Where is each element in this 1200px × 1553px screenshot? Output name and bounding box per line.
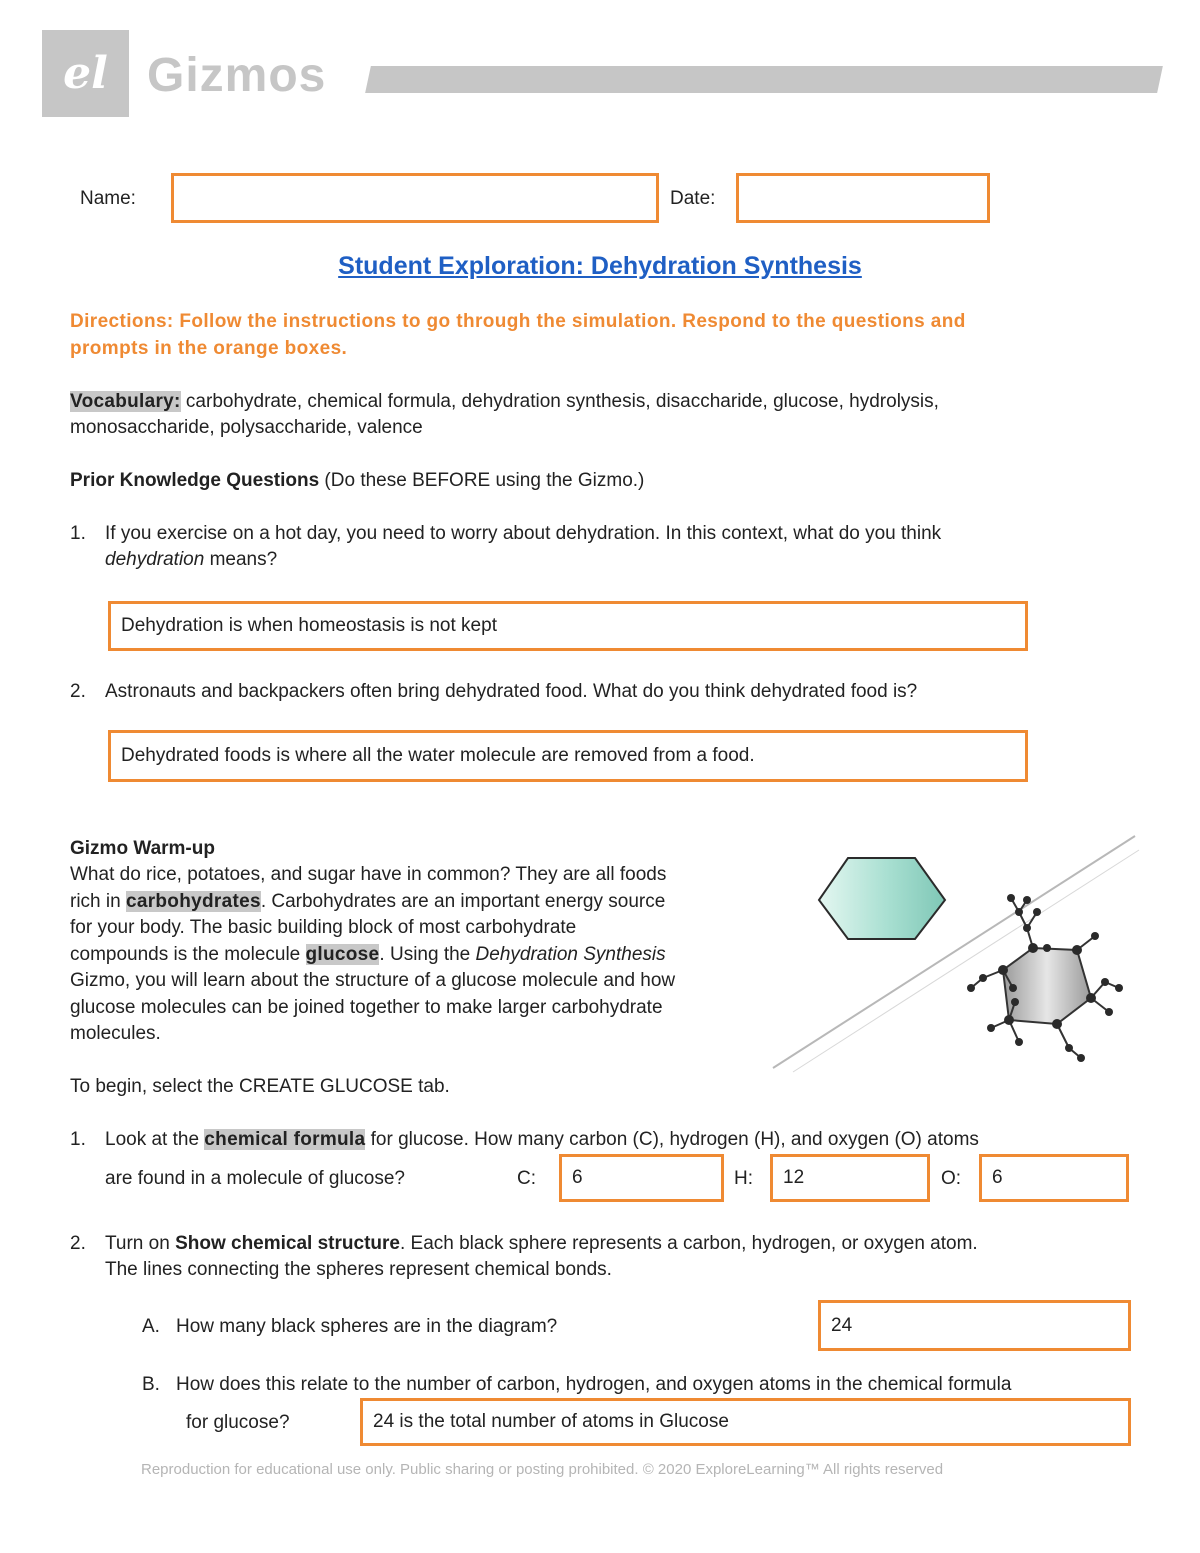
directions-line-1: Directions: Follow the instructions to go through the simulation. Respond to the questions and: [70, 311, 966, 332]
glucose-structure-icon: [967, 894, 1123, 1062]
term-chemical-formula: chemical formula: [204, 1129, 366, 1150]
part-b-answer: 24 is the total number of atoms in Glucose: [373, 1411, 729, 1432]
logo-mark-text: el: [63, 48, 108, 99]
part-a-label: A.: [142, 1316, 160, 1337]
vocabulary-line-2: monosaccharide, polysaccharide, valence: [70, 417, 423, 438]
structure-q-toggle-name: Show chemical structure: [175, 1233, 400, 1254]
warmup-line-7: molecules.: [70, 1023, 161, 1044]
structure-q-line-1: [105, 1231, 978, 1257]
warmup-line-3: for your body. The basic building block of most carbohydrate: [70, 917, 577, 938]
prior-q2-text: Astronauts and backpackers often bring dehydrated food. What do you think dehydrated food is?: [105, 681, 918, 702]
page-title-row: [0, 252, 1200, 281]
warmup-line-4: [70, 942, 666, 968]
oxygen-count: 6: [992, 1167, 1003, 1188]
prior-heading-row: [70, 468, 644, 494]
oxygen-count-field[interactable]: [979, 1154, 1129, 1202]
vocabulary-line-1: [70, 389, 939, 415]
warmup-begin: To begin, select the CREATE GLUCOSE tab.: [70, 1076, 450, 1097]
formula-q-line-1: [105, 1127, 979, 1153]
warmup-line-2a: rich in: [70, 891, 126, 912]
prior-heading: Prior Knowledge Questions: [70, 470, 320, 491]
structure-q-line-2: The lines connecting the spheres represent chemical bonds.: [105, 1259, 612, 1280]
hydrogen-count: 12: [783, 1167, 805, 1188]
prior-q2-answer: Dehydrated foods is where all the water molecule are removed from a food.: [121, 745, 755, 766]
prior-q2-number: 2.: [70, 681, 86, 702]
date-field[interactable]: [736, 173, 990, 223]
prior-q1-answer: Dehydration is when homeostasis is not kept: [121, 615, 497, 636]
structure-q-line-1c: . Each black sphere represents a carbon, hydrogen, or oxygen atom.: [399, 1233, 978, 1254]
term-glucose: glucose: [305, 944, 380, 965]
formula-q-number: 1.: [70, 1129, 86, 1150]
part-b-text-2: for glucose?: [186, 1412, 290, 1433]
hydrogen-count-field[interactable]: [770, 1154, 930, 1202]
glucose-hexagon-icon: [819, 858, 945, 939]
formula-q-line-2: are found in a molecule of glucose?: [105, 1168, 405, 1189]
name-label: Name:: [80, 188, 136, 209]
warmup-line-2b: . Carbohydrates are an important energy source: [260, 891, 666, 912]
prior-q1-answer-box[interactable]: [108, 601, 1028, 651]
prior-q1-line-2-rest: means?: [204, 549, 278, 570]
footer-copyright: Reproduction for educational use only. Public sharing or posting prohibited. © 2020 ExploreLearning™ All rights reserved: [141, 1461, 944, 1478]
prior-q1-line-2: [105, 547, 277, 573]
part-a-text: How many black spheres are in the diagram?: [176, 1316, 558, 1337]
formula-q-line-1b: for glucose. How many carbon (C), hydrogen (H), and oxygen (O) atoms: [365, 1129, 979, 1150]
prior-q1-line-1: If you exercise on a hot day, you need to worry about dehydration. In this context, what do you think: [105, 523, 942, 544]
header-bar: [365, 66, 1163, 93]
brand-name: Gizmos: [147, 49, 327, 102]
part-b-label: B.: [142, 1374, 160, 1395]
carbon-count-field[interactable]: [559, 1154, 724, 1202]
part-a-answer: 24: [831, 1314, 853, 1336]
warmup-heading: Gizmo Warm-up: [70, 838, 215, 859]
warmup-line-1: What do rice, potatoes, and sugar have in common? They are all foods: [70, 864, 667, 885]
warmup-line-2: [70, 889, 665, 915]
name-field[interactable]: [171, 173, 659, 223]
oxygen-label: O:: [941, 1168, 962, 1189]
logo-mark: [42, 30, 129, 117]
structure-q-number: 2.: [70, 1233, 86, 1254]
date-label: Date:: [670, 188, 716, 209]
structure-q-line-1a: Turn on: [105, 1233, 176, 1254]
warmup-line-4b: . Using the: [379, 944, 476, 965]
page-title: Student Exploration: Dehydration Synthesis: [338, 252, 862, 280]
warmup-gizmo-name: Dehydration Synthesis: [475, 944, 666, 965]
carbon-count: 6: [572, 1167, 583, 1188]
prior-q1-number: 1.: [70, 523, 86, 544]
part-b-answer-box[interactable]: [360, 1398, 1131, 1446]
directions-line-2: prompts in the orange boxes.: [70, 338, 348, 359]
glucose-illustration: [765, 828, 1145, 1078]
carbon-label: C:: [517, 1168, 536, 1189]
prior-heading-note: (Do these BEFORE using the Gizmo.): [319, 470, 645, 491]
warmup-line-6: glucose molecules can be joined together to make larger carbohydrate: [70, 997, 663, 1018]
warmup-line-5: Gizmo, you will learn about the structure of a glucose molecule and how: [70, 970, 676, 991]
warmup-line-4a: compounds is the molecule: [70, 944, 306, 965]
vocabulary-terms-1: carbohydrate, chemical formula, dehydration synthesis, disaccharide, glucose, hydrolysis,: [180, 391, 939, 412]
hydrogen-label: H:: [734, 1168, 753, 1189]
term-carbohydrates: carbohydrates: [125, 891, 261, 912]
part-b-text-1: How does this relate to the number of carbon, hydrogen, and oxygen atoms in the chemical formula: [176, 1374, 1012, 1395]
prior-q2-answer-box[interactable]: [108, 730, 1028, 782]
part-a-answer-box[interactable]: [818, 1300, 1131, 1351]
formula-q-line-1a: Look at the: [105, 1129, 205, 1150]
vocabulary-label: Vocabulary:: [70, 391, 181, 412]
prior-q1-emphasis: dehydration: [105, 549, 205, 570]
